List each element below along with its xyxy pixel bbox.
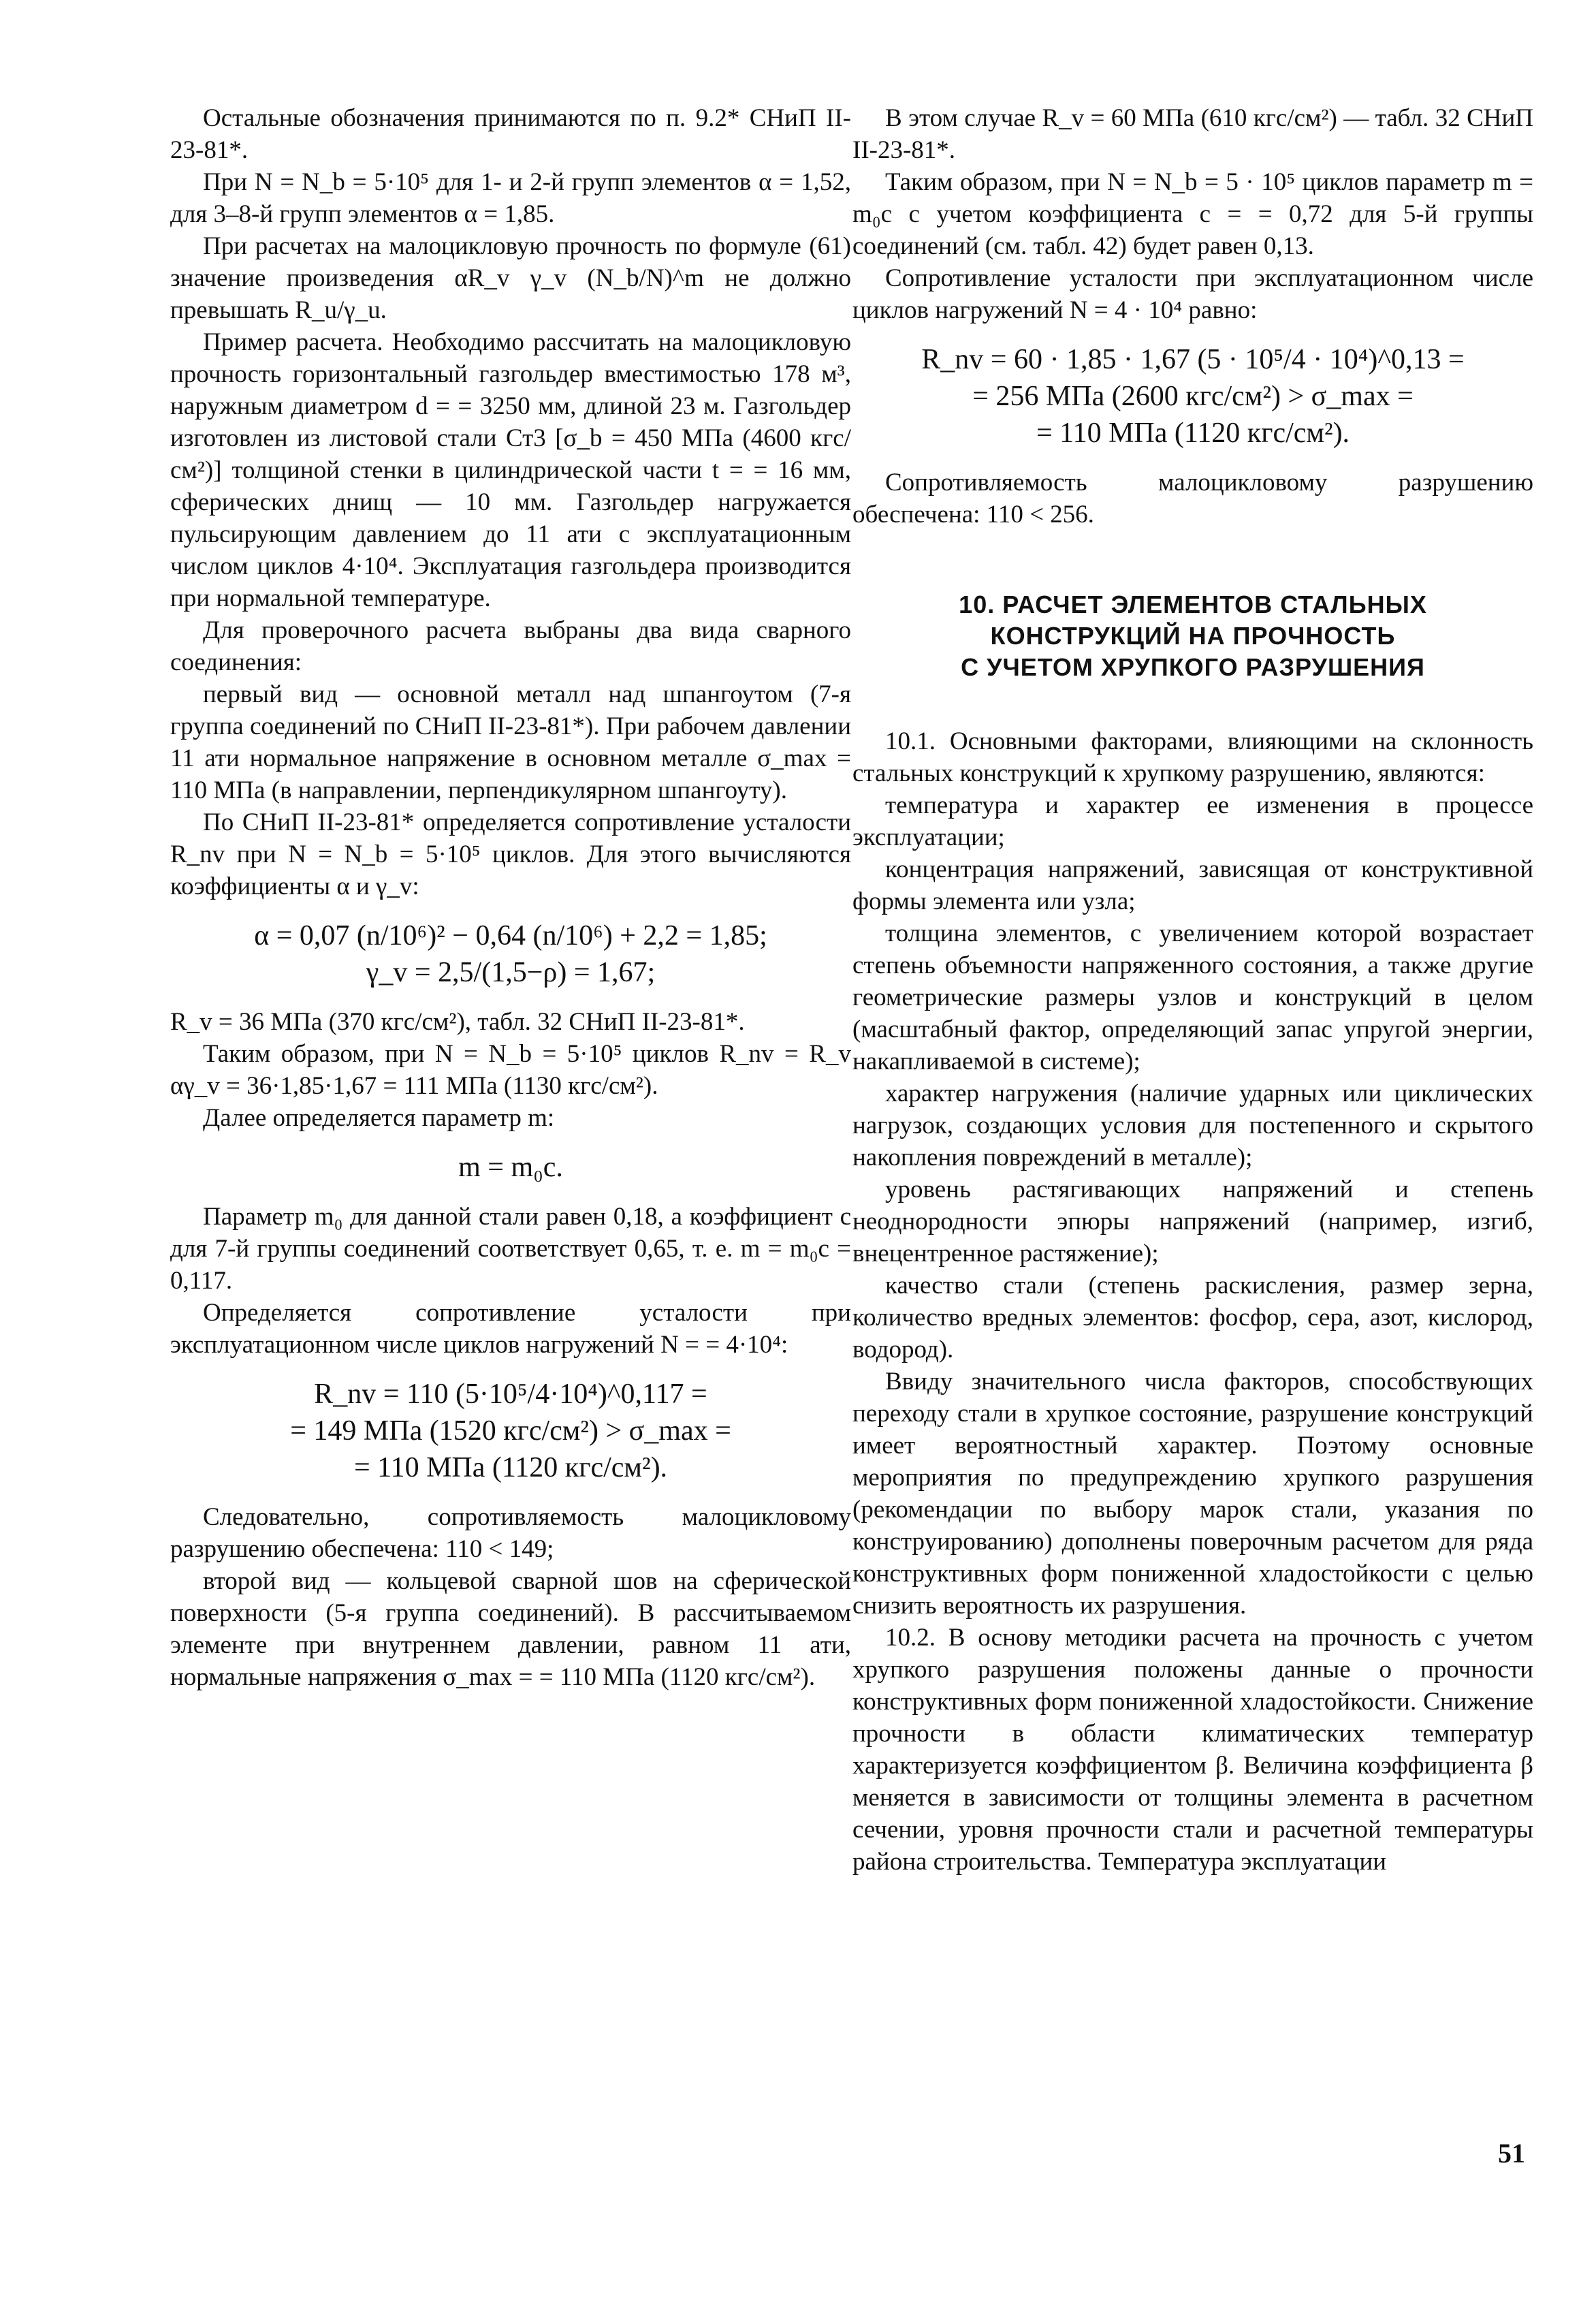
paragraph: концентрация напряжений, зависящая от конструктивной формы элемента или узла; (852, 855, 1533, 915)
formula-m: m = m₀c. (458, 1152, 563, 1183)
paragraph: температура и характер ее изменения в процессе эксплуатации; (852, 791, 1533, 851)
paragraph: Таким образом, при N = N_b = 5·10⁵ циклов R_nv = R_v αγ_v = 36·1,85·1,67 = 111 МПа (1130 кгс/см²). (170, 1040, 851, 1100)
formula-block (170, 917, 851, 991)
formula-rnv-2-result: = 256 МПа (2600 кгс/см²) > σ_max = (972, 381, 1414, 412)
formula-block (852, 341, 1533, 452)
heading-line: С УЧЕТОМ ХРУПКОГО РАЗРУШЕНИЯ (961, 653, 1425, 681)
paragraph: Ввиду значительного числа факторов, способствующих переходу стали в хрупкое состояние, разрушение конструкций имеет вероятностный характер. Поэтому основные мероприятия по предупреждению хрупкого разрушения (рекомендации по выбору марок стали, указания по конструированию) дополнены поверочным расчетом для ряда конструктивных форм пониженной хладостойкости с целью снизить вероятность их разрушения. (852, 1368, 1533, 1620)
page-number: 51 (1498, 2138, 1525, 2169)
formula-rnv-result-2: = 110 МПа (1120 кгс/см²). (353, 1452, 668, 1483)
paragraph: Параметр m₀ для данной стали равен 0,18, а коэффициент c для 7-й группы соединений соответствует 0,65, т. е. m = m₀c = 0,117. (170, 1203, 851, 1295)
paragraph: качество стали (степень раскисления, размер зерна, количество вредных элементов: фосфор, сера, азот, кислород, водород). (852, 1272, 1533, 1364)
section-heading (852, 589, 1533, 683)
paragraph: Сопротивляемость малоцикловому разрушению обеспечена: 110 < 256. (852, 469, 1533, 529)
paragraph: При N = N_b = 5·10⁵ для 1- и 2-й групп элементов α = 1,52, для 3–8-й групп элементов α = 1,85. (170, 168, 851, 228)
paragraph: Пример расчета. Необходимо рассчитать на малоцикловую прочность горизонтальный газгольдер вместимостью 178 м³, наружным диаметром d = = 3250 мм, длиной 23 м. Газгольдер изготовлен из листовой стали Ст3 [σ_b = 450 МПа (4600 кгс/см²)] толщиной стенки в цилиндрической части t = = 16 мм, сферических днищ — 10 мм. Газгольдер нагружается пульсирующим давлением до 11 ати с эксплуатационным числом циклов 4·10⁴. Эксплуатация газгольдера производится при нормальной температуре. (170, 328, 851, 612)
paragraph: первый вид — основной металл над шпангоутом (7-я группа соединений по СНиП II-23-81*). При рабочем давлении 11 ати нормальное напряжение в основном металле σ_max = 110 МПа (в направлении, перпендикулярном шпангоуту). (170, 680, 851, 804)
paragraph: характер нагружения (наличие ударных или циклических нагрузок, создающих условия для постепенного и скрытого накопления повреждений в металле); (852, 1079, 1533, 1171)
heading-line: 10. РАСЧЕТ ЭЛЕМЕНТОВ СТАЛЬНЫХ (959, 590, 1427, 618)
formula-rnv: R_nv = 110 (5·10⁵/4·10⁴)^0,117 = (314, 1378, 707, 1410)
formula-alpha: α = 0,07 (n/10⁶)² − 0,64 (n/10⁶) + 2,2 = 1,85; (254, 920, 767, 951)
paragraph: R_v = 36 МПа (370 кгс/см²), табл. 32 СНиП II-23-81*. (170, 1008, 745, 1036)
paragraph: Следовательно, сопротивляемость малоцикловому разрушению обеспечена: 110 < 149; (170, 1503, 851, 1563)
paragraph: В этом случае R_v = 60 МПа (610 кгс/см²) — табл. 32 СНиП II-23-81*. (852, 104, 1533, 164)
formula-block (170, 1376, 851, 1486)
paragraph: По СНиП II-23-81* определяется сопротивление усталости R_nv при N = N_b = 5·10⁵ циклов. Для этого вычисляются коэффициенты α и γ_v: (170, 808, 851, 900)
paragraph: 10.1. Основными факторами, влияющими на склонность стальных конструкций к хрупкому разрушению, являются: (852, 727, 1533, 787)
formula-rnv-result: = 149 МПа (1520 кгс/см²) > σ_max = (290, 1415, 731, 1447)
paragraph: Таким образом, при N = N_b = 5 · 10⁵ циклов параметр m = m₀c с учетом коэффициента c = = 0,72 для 5-й группы соединений (см. табл. 42) будет равен 0,13. (852, 168, 1533, 260)
left-column (170, 102, 851, 1693)
paragraph: второй вид — кольцевой сварной шов на сферической поверхности (5-я группа соединений). В рассчитываемом элементе при внутреннем давлении, равном 11 ати, нормальные напряжения σ_max = = 110 МПа (1120 кгс/см²). (170, 1567, 851, 1691)
formula-gamma: γ_v = 2,5/(1,5−ρ) = 1,67; (366, 957, 656, 988)
formula-rnv-2-result-2: = 110 МПа (1120 кгс/см²). (1036, 417, 1350, 449)
paragraph: При расчетах на малоцикловую прочность по формуле (61) значение произведения αR_v γ_v (N_b/N)^m не должно превышать R_u/γ_u. (170, 232, 851, 324)
paragraph: 10.2. В основу методики расчета на прочность с учетом хрупкого разрушения положены данные о прочности конструктивных форм пониженной хладостойкости. Снижение прочности в области климатических температур характеризуется коэффициентом β. Величина коэффициента β меняется в зависимости от толщины элемента в расчетном сечении, уровня прочности стали и расчетной температуры района строительства. Температура эксплуатации (852, 1624, 1533, 1876)
heading-line: КОНСТРУКЦИЙ НА ПРОЧНОСТЬ (990, 622, 1396, 650)
right-column (852, 102, 1533, 1878)
paragraph: Сопротивление усталости при эксплуатационном числе циклов нагружений N = 4 · 10⁴ равно: (852, 264, 1533, 324)
paragraph: Остальные обозначения принимаются по п. 9.2* СНиП II-23-81*. (170, 104, 851, 164)
paragraph: Далее определяется параметр m: (203, 1104, 555, 1132)
formula-block (170, 1149, 851, 1186)
paragraph: Для проверочного расчета выбраны два вида сварного соединения: (170, 616, 851, 676)
paragraph: Определяется сопротивление усталости при эксплуатационном числе циклов нагружений N = = 4·10⁴: (170, 1299, 851, 1359)
paragraph: уровень растягивающих напряжений и степень неоднородности эпюры напряжений (например, изгиб, внецентренное растяжение); (852, 1176, 1533, 1267)
formula-rnv-2: R_nv = 60 · 1,85 · 1,67 (5 · 10⁵/4 · 10⁴)^0,13 = (921, 344, 1465, 375)
paragraph: толщина элементов, с увеличением которой возрастает степень объемности напряженного состояния, а также другие геометрические размеры узлов и конструкций в целом (масштабный фактор, определяющий запас упругой энергии, накапливаемой в системе); (852, 919, 1533, 1075)
